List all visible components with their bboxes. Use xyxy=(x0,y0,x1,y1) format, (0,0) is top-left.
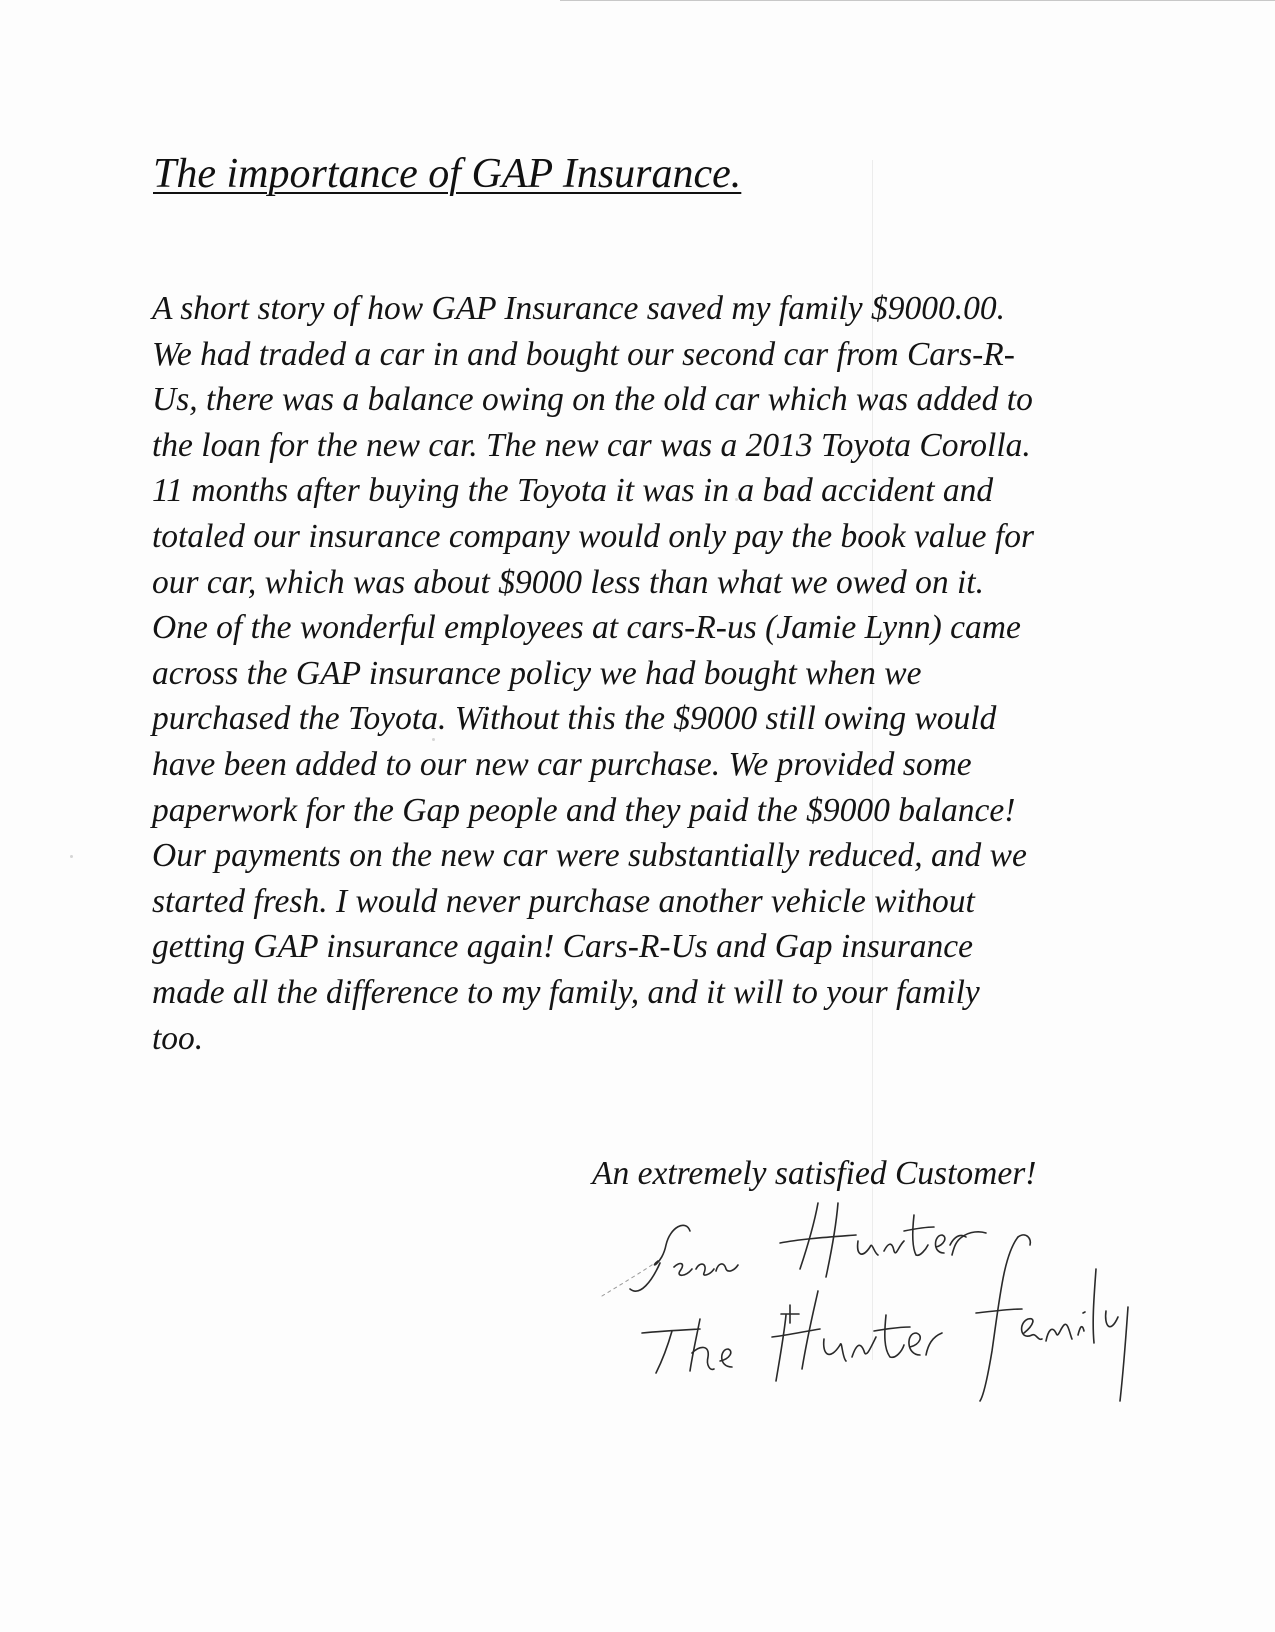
body-line: have been added to our new car purchase. We provided some xyxy=(152,745,972,783)
body-line: totaled our insurance company would only pay the book value for xyxy=(152,517,1035,555)
body-line: the loan for the new car. The new car was a 2013 Toyota Corolla. xyxy=(152,426,1031,464)
body-line: 11 months after buying the Toyota it was in a bad accident and xyxy=(152,472,994,510)
body-line: paperwork for the Gap people and they paid the $9000 balance! xyxy=(152,791,1016,829)
handwritten-signature xyxy=(600,1185,1160,1405)
body-line: too. xyxy=(152,1019,204,1057)
closing-line: An extremely satisfied Customer! xyxy=(592,1155,1037,1192)
body-line: Us, there was a balance owing on the old car which was added to xyxy=(152,381,1033,419)
body-line: Our payments on the new car were substantially reduced, and we xyxy=(152,837,1027,875)
body-line: across the GAP insurance policy we had bought when we xyxy=(152,654,922,692)
letter-body xyxy=(152,286,1152,1061)
body-line: getting GAP insurance again! Cars-R-Us and Gap insurance xyxy=(152,928,973,966)
body-line: our car, which was about $9000 less than what we owed on it. xyxy=(152,563,984,601)
body-line: purchased the Toyota. Without this the $9000 still owing would xyxy=(152,700,997,738)
scan-edge-line xyxy=(560,0,1275,1)
body-line: We had traded a car in and bought our second car from Cars-R- xyxy=(152,335,1015,373)
body-line: made all the difference to my family, and it will to your family xyxy=(152,973,980,1011)
body-line: started fresh. I would never purchase another vehicle without xyxy=(152,882,975,920)
scan-speck xyxy=(70,855,73,858)
letter-title: The importance of GAP Insurance. xyxy=(153,151,742,197)
body-line: One of the wonderful employees at cars-R-us (Jamie Lynn) came xyxy=(152,609,1021,647)
body-line: A short story of how GAP Insurance saved my family $9000.00. xyxy=(152,290,1005,327)
